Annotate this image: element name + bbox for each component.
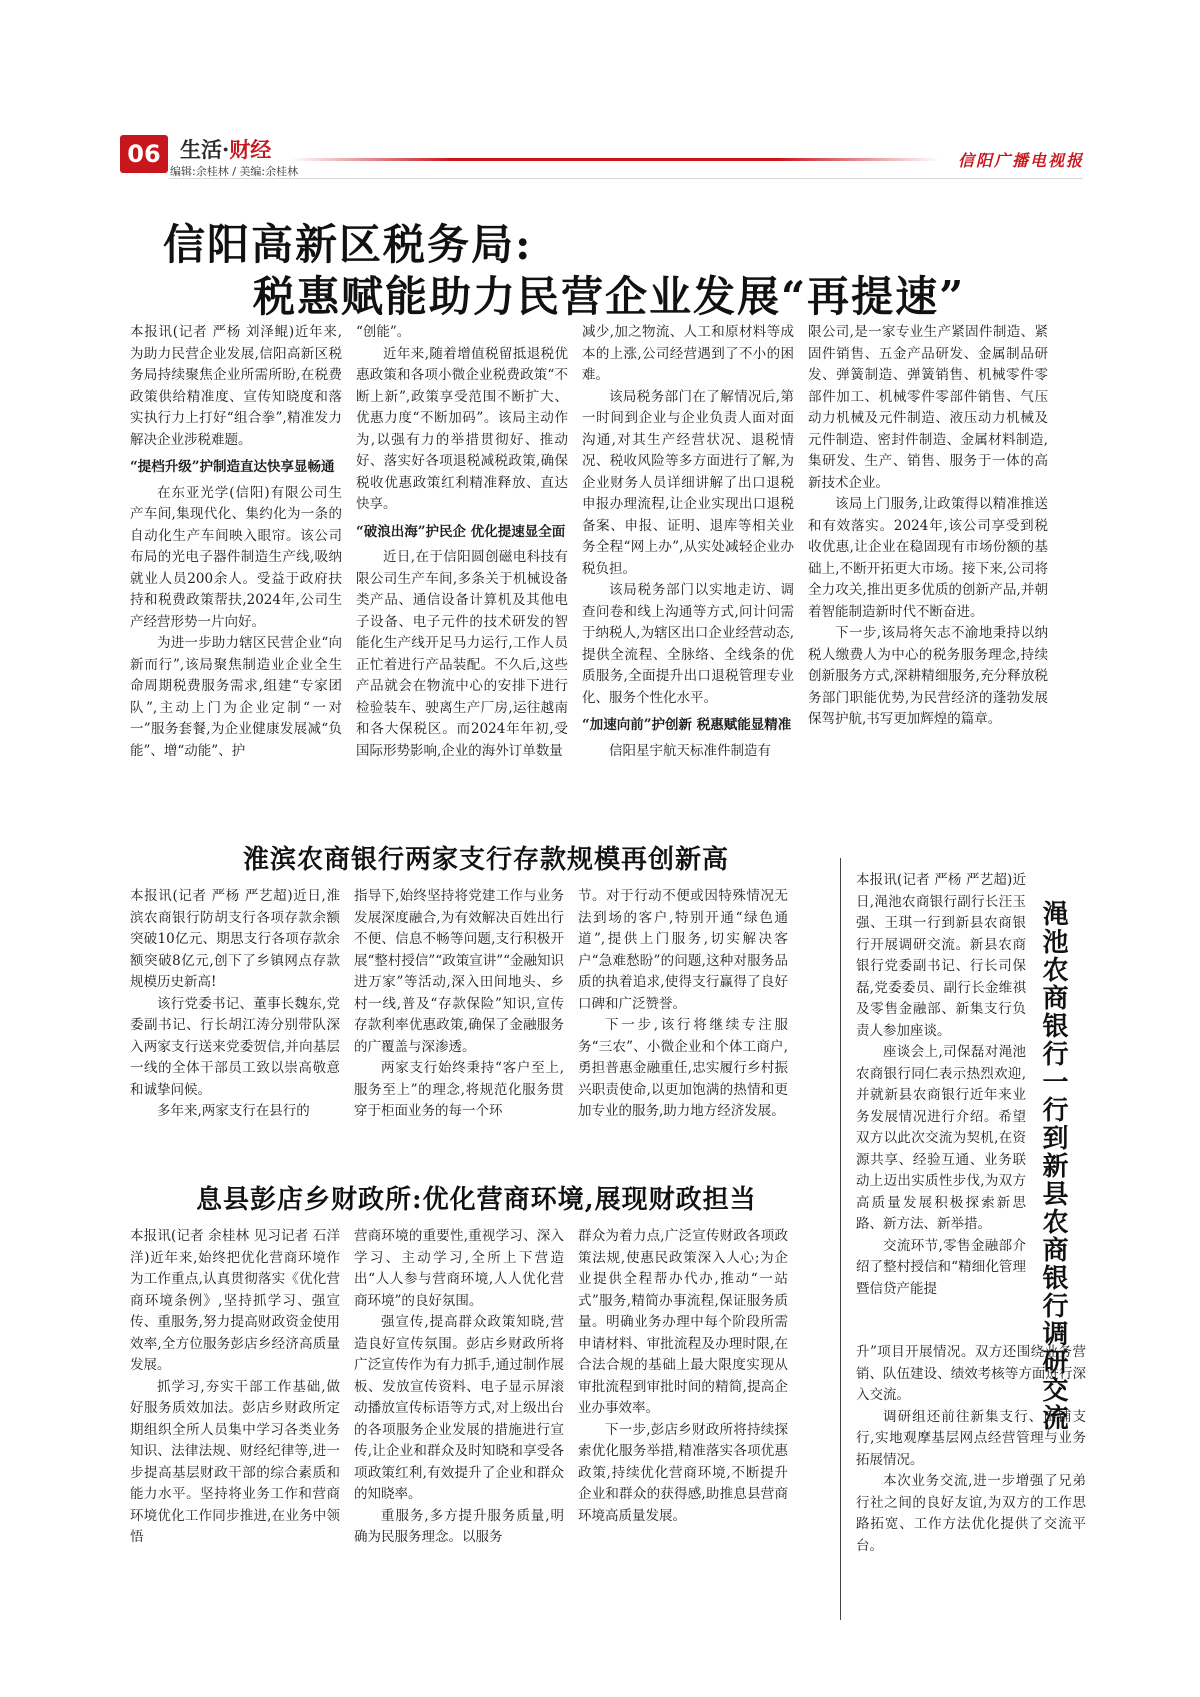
section-title (180, 134, 271, 164)
paragraph: 两家支行始终秉持“客户至上,服务至上”的理念,将规范化服务贯穿于柜面业务的每一个环 (354, 1060, 564, 1119)
paragraph: 本次业务交流,进一步增强了兄弟行社之间的良好友谊,为双方的工作思路拓宽、工作方法优化提供了交流平台。 (856, 1473, 1086, 1554)
continued-paragraph: 节。对于行动不便或因特殊情况无法到场的客户,特别开通“绿色通道”,提供上门服务,切实解决客户“急难愁盼”的问题,这种对服务品质的执着追求,使得支行赢得了良好口碑和广泛赞誉。 (578, 888, 788, 1012)
continued-paragraph: 升”项目开展情况。双方还围绕业务营销、队伍建设、绩效考核等方面进行深入交流。 (856, 1344, 1086, 1403)
subheading: “提档升级”护制造直达快享显畅通 (130, 459, 335, 475)
article3-column-2 (354, 1226, 564, 1621)
paragraph: 座谈会上,司保磊对渑池农商银行同仁表示热烈欢迎,并就新县农商银行近年来业务发展情况进行介绍。希望双方以此次交流为契机,在资源共享、经验互通、业务联动上迈出实质性步伐,为双方高质量发展积极探索新思路、新方法、新举措。 (856, 1044, 1026, 1232)
section-title-a: 生活· (180, 137, 230, 162)
article1-column-4 (808, 322, 1048, 832)
paragraph: 近年来,随着增值税留抵退税优惠政策和各项小微企业税费政策“不断上新”,政策享受范围不断扩大、优惠力度“不断加码”。该局主动作为,以强有力的举措贯彻好、推动好、落实好各项退税减税政策,确保税收优惠政策红利精准释放、直达快享。 (356, 345, 568, 512)
paragraph: 该局上门服务,让政策得以精准推送和有效落实。2024年,该公司享受到税收优惠,让企业在稳固现有市场份额的基础上,不断开拓更大市场。接下来,公司将全力攻关,推出更多优质的创新产品,并朝着智能制造新时代不断奋进。 (808, 496, 1048, 620)
sidebar-divider (840, 858, 841, 1620)
article1-column-1 (130, 322, 342, 832)
sidebar-title: 渑池农商银行一行到新县农商银行调研交流 (1038, 900, 1068, 1432)
paragraph: 为进一步助力辖区民营企业“向新而行”,该局聚焦制造业企业全生命周期税费服务需求,组建“专家团队”,主动上门为企业定制“一对一”服务套餐,为企业健康发展减“负能”、增“动能”、护 (130, 635, 342, 759)
article1-column-3 (582, 322, 794, 832)
paragraph: 交流环节,零售金融部介绍了整村授信和“精细化管理暨信贷产能提 (856, 1237, 1026, 1297)
byline-paragraph: 本报讯(记者 严杨 严艺超)近日,渑池农商银行副行长汪玉强、王琪一行到新县农商银行开展调研交流。新县农商银行党委副书记、行长司保磊,党委委员、副行长金维祺及零售金融部、新集支行负责人参加座谈。 (856, 872, 1026, 1039)
byline-paragraph: 本报讯(记者 余桂林 见习记者 石洋洋)近年来,始终把优化营商环境作为工作重点,认真贯彻落实《优化营商环境条例》,坚持抓学习、强宣传、重服务,努力提高财政资金使用效率,全方位服务彭店乡经济高质量发展。 (130, 1228, 340, 1373)
paragraph: 重服务,多方提升服务质量,明确为民服务理念。以服务 (354, 1507, 564, 1545)
article2-title: 淮滨农商银行两家支行存款规模再创新高 (243, 845, 730, 875)
subheading: “加速向前”护创新 税惠赋能显精准 (582, 717, 792, 733)
continued-paragraph: “创能”。 (356, 324, 411, 340)
paragraph: 下一步,该行将继续专注服务“三农”、小微企业和个体工商户,勇担普惠金融重任,忠实履行乡村振兴职责使命,以更加饱满的热情和更加专业的服务,助力地方经济发展。 (578, 1017, 788, 1119)
paragraph: 调研组还前往新集支行、田铺支行,实地观摩基层网点经营管理与业务拓展情况。 (856, 1408, 1086, 1468)
continued-paragraph: 减少,加之物流、人工和原材料等成本的上涨,公司经营遇到了不小的困难。 (582, 324, 794, 383)
continued-paragraph: 指导下,始终坚持将党建工作与业务发展深度融合,为有效解决百姓出行不便、信息不畅等问题,支行积极开展“整村授信”“政策宣讲”“金融知识进万家”等活动,深入田间地头、乡村一线,普及“存款保险”知识,宣传存款利率优惠政策,确保了金融服务的广覆盖与深渗透。 (354, 888, 564, 1055)
article1-column-2 (356, 322, 568, 832)
subheading: “破浪出海”护民企 优化提速显全面 (356, 523, 566, 540)
continued-paragraph: 营商环境的重要性,重视学习、深入学习、主动学习,全所上下营造出“人人参与营商环境,人人优化营商环境”的良好氛围。 (354, 1228, 564, 1309)
section-title-b: 财经 (229, 137, 272, 162)
article2-column-3 (578, 886, 788, 1166)
byline-paragraph: 本报讯(记者 严杨 严艺超)近日,淮滨农商银行防胡支行各项存款余额突破10亿元、期思支行各项存款余额突破8亿元,创下了乡镇网点存款规模历史新高! (130, 888, 340, 990)
continued-paragraph: 限公司,是一家专业生产紧固件制造、紧固件销售、五金产品研发、金属制品研发、弹簧制造、弹簧销售、机械零件零部件加工、机械零件零部件销售、气压动力机械及元件制造、液压动力机械及元件制造、密封件制造、金属材料制造,集研发、生产、销售、服务于一体的高新技术企业。 (808, 324, 1048, 491)
paragraph: 多年来,两家支行在县行的 (157, 1103, 310, 1119)
header-red-rule (290, 158, 940, 161)
paragraph: 信阳星宇航天标准件制造有 (609, 742, 771, 759)
continued-paragraph: 群众为着力点,广泛宣传财政各项政策法规,使惠民政策深入人心;为企业提供全程帮办代办,推动“一站式”服务,精简办事流程,保证服务质量。明确业务办理中每个阶段所需申请材料、审批流程及办理时限,在合法合规的基础上最大限度实现从审批流程到审批时间的精简,提高企业办事效率。 (578, 1228, 788, 1416)
paragraph: 该局税务部门以实地走访、调查问卷和线上沟通等方式,问计问需于纳税人,为辖区出口企业经营动态,提供全流程、全脉络、全线条的优质服务,全面提升出口退税管理专业化、服务个性化水平。 (582, 582, 794, 706)
paragraph: 下一步,彭店乡财政所将持续探索优化服务举措,精准落实各项优惠政策,持续优化营商环境,不断提升企业和群众的获得感,助推息县营商环境高质量发展。 (578, 1421, 788, 1524)
paragraph: 在东亚光学(信阳)有限公司生产车间,集现代化、集约化为一条的自动化生产车间映入眼帘。该公司布局的光电子器件制造生产线,吸纳就业人员200余人。受益于政府扶持和税费政策帮扶,2024年,公司生产经营形势一片向好。 (130, 484, 342, 630)
paragraph: 近日,在于信阳圆创磁电科技有限公司生产车间,多条关于机械设备类产品、通信设备计算机及其他电子设备、电子元件的技术研发的智能化生产线开足马力运行,工作人员正忙着进行产品装配。不久后,这些产品就会在物流中心的安排下进行检验装车、驶离生产厂房,运往越南和各大保税区。而2024年年初,受国际形势影响,企业的海外订单数量 (356, 549, 568, 759)
paragraph: 该行党委书记、董事长魏东,党委副书记、行长胡江涛分别带队深入两家支行送来党委贺信,并向基层一线的全体干部员工致以崇高敬意和诚挚问候。 (130, 995, 340, 1098)
sidebar-column-2 (856, 1342, 1086, 1622)
sidebar-column-1 (856, 870, 1026, 1340)
article3-column-1 (130, 1226, 340, 1621)
paragraph: 下一步,该局将矢志不渝地秉持以纳税人缴费人为中心的税务服务理念,持续创新服务方式,深耕精细服务,充分释放税务部门职能优势,为民营经济的蓬勃发展保驾护航,书写更加辉煌的篇章。 (808, 625, 1048, 727)
newspaper-name: 信阳广播电视报 (958, 151, 1085, 170)
article1-title-line2: 税惠赋能助力民营企业发展“再提速” (253, 272, 966, 321)
page-number-badge: 06 (120, 135, 168, 173)
article3-column-3 (578, 1226, 788, 1621)
article2-column-2 (354, 886, 564, 1166)
editors-credit: 编辑:余桂林 / 美编:余桂林 (170, 165, 299, 178)
article1-title-line1: 信阳高新区税务局: (163, 220, 533, 269)
header-thin-rule (168, 178, 1083, 179)
paragraph: 强宣传,提高群众政策知晓,营造良好宣传氛围。彭店乡财政所将广泛宣传作为有力抓手,通过制作展板、发放宣传资料、电子显示屏滚动播放宣传标语等方式,对上级出台的各项服务企业发展的措施进行宣传,让企业和群众及时知晓和享受各项政策红利,有效提升了企业和群众的知晓率。 (354, 1314, 564, 1502)
article3-title: 息县彭店乡财政所:优化营商环境,展现财政担当 (196, 1185, 757, 1215)
paragraph: 抓学习,夯实干部工作基础,做好服务质效加法。彭店乡财政所定期组织全所人员集中学习各类业务知识、法律法规、财经纪律等,进一步提高基层财政干部的综合素质和能力水平。坚持将业务工作和营商环境优化工作同步推进,在业务中领悟 (130, 1378, 340, 1545)
paragraph: 该局税务部门在了解情况后,第一时间到企业与企业负责人面对面沟通,对其生产经营状况、退税情况、税收风险等多方面进行了解,为企业财务人员详细讲解了出口退税申报办理流程,让企业实现出口退税备案、申报、证明、退库等相关业务全程“网上办”,从实处减轻企业办税负担。 (582, 388, 794, 577)
byline-paragraph: 本报讯(记者 严杨 刘泽鲲)近年来,为助力民营企业发展,信阳高新区税务局持续聚焦企业所需所盼,在税费政策供给精准度、宣传知晓度和落实执行力上打好“组合拳”,精准发力解决企业涉税难题。 (130, 324, 342, 448)
article2-column-1 (130, 886, 340, 1166)
